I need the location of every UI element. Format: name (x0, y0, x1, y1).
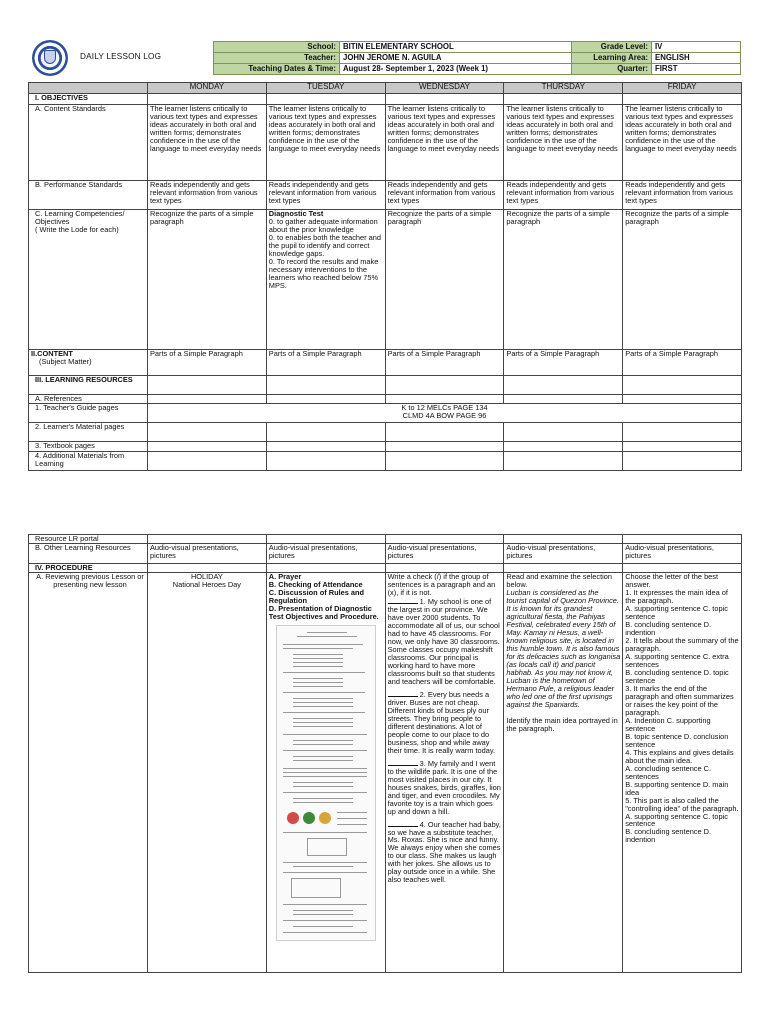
competency-friday: Recognize the parts of a simple paragraph (623, 210, 742, 350)
content-standard-monday: The learner listens critically to various text types and expresses ideas accurately in both oral and written forms; demonstrates confidence in the use of the language to meet everyday needs (148, 105, 267, 181)
quarter-value: FIRST (652, 64, 741, 75)
tuesday-step: A. Prayer (268, 572, 302, 581)
quarter-label: Quarter: (572, 64, 652, 75)
objectives-label: I. OBJECTIVES (29, 94, 148, 105)
performance-standard-friday: Reads independently and gets relevant information from various text types (623, 181, 742, 210)
resources-label: III. LEARNING RESOURCES (29, 376, 148, 395)
other-resources-friday: Audio-visual presentations, pictures (623, 543, 742, 563)
content-standards-row (29, 105, 742, 181)
other-resources-row (29, 543, 742, 563)
content-standards-label: A. Content Standards (29, 105, 148, 181)
learners-material-row (29, 423, 742, 442)
thursday-instructions: Read and examine the selection below. (506, 572, 612, 589)
competencies-label: C. Learning Competencies/ Objectives ( Write the Lode for each) (29, 210, 148, 350)
performance-standard-thursday: Reads independently and gets relevant information from various text types (504, 181, 623, 210)
learning-area-label: Learning Area: (572, 53, 652, 64)
grade-level-label: Grade Level: (572, 42, 652, 53)
review-friday: Choose the letter of the best answer. 1. It expresses the main idea of the paragraph. A. supporting sentence C. topic sentence B. concluding sentence D. indention 2. It tells about the summary of the paragraph. A. supporting sentence C. extra sentences B. concluding sentence D. topic sentence 3. It marks the end of the paragraph and often summarizes or raises the key point of the paragraph. A. Indention C. supporting sentence B. topic sentence D. conclusion sentence 4. This explains and gives details about the main idea. A. concluding sentence C. sentences B. supporting sentence D. main idea 5. This part is also called the "controlling idea" of the paragraph. A. supporting sentence C. topic sentence B. concluding sentence D. indention (623, 572, 742, 972)
dates-label: Teaching Dates & Time: (214, 64, 340, 75)
performance-standard-monday: Reads independently and gets relevant information from various text types (148, 181, 267, 210)
dates-value: August 28- September 1, 2023 (Week 1) (340, 64, 572, 75)
teachers-guide-row (29, 404, 742, 423)
teachers-guide-label: 1. Teacher's Guide pages (29, 404, 148, 423)
day-header-friday: FRIDAY (623, 83, 742, 94)
blank-header-cell (29, 83, 148, 94)
day-header-monday: MONDAY (148, 83, 267, 94)
references-row (29, 395, 742, 404)
item-number: 1. (419, 596, 426, 606)
school-value: BITIN ELEMENTARY SCHOOL (340, 42, 572, 53)
item-text: Our teacher had baby, so we have a substitute teacher, Ms. Roxas. She is nice and funny. We always enjoy when she comes to our class. She makes us laugh with her jokes. She allows us to play outside once in a while. She also teaches well. (387, 819, 501, 885)
day-header-row (29, 83, 742, 94)
textbook-label: 3. Textbook pages (29, 442, 148, 452)
content-monday: Parts of a Simple Paragraph (148, 350, 267, 376)
diagnostic-objective-item: 0. to gather adequate information about the prior knowledge (268, 216, 378, 234)
diagnostic-test-thumbnail (276, 625, 376, 941)
lucban-passage: Lucban is considered as the tourist capital of Quezon Province. It is known for its grandest agricultural fiesta, the Pahiyas Festival, celebrated every 15th of May. Kamay ni Hesus, a well-known religious site, is located in this humble town. It is also famous for its delicacies such as longanisa (as locals call it) and pancit habhab. As you may not know it, Lucban is the hometown of Hermano Pule, a religious leader who led one of the first uprisings against the Spaniards. (506, 587, 621, 709)
textbook-row (29, 442, 742, 452)
other-resources-monday: Audio-visual presentations, pictures (148, 543, 267, 563)
lesson-table-page-1 (28, 82, 742, 471)
item-number: 4. (419, 819, 426, 829)
tuesday-step: C. Discussion of Rules and Regulation (268, 587, 365, 605)
thursday-task: Identify the main idea portrayed in the paragraph. (506, 715, 618, 733)
diagnostic-objective-item: 0. to enables both the teacher and the pupil to identify and correct knowledge gaps. (268, 232, 381, 258)
review-lesson-label: A. Reviewing previous Lesson or presenting new lesson (29, 572, 148, 972)
deped-seal-icon (32, 40, 68, 76)
other-resources-tuesday: Audio-visual presentations, pictures (266, 543, 385, 563)
melc-page: K to 12 MELCs PAGE 134 (401, 403, 488, 412)
content-row (29, 350, 742, 376)
grade-level-value: IV (652, 42, 741, 53)
content-standard-tuesday: The learner listens critically to various text types and expresses ideas accurately in both oral and written forms; demonstrates confidence in the use of the language to meet everyday needs (266, 105, 385, 181)
diagnostic-objective-item: 0. To record the results and make necessary interventions to the learners who reached below 75% MPS. (268, 256, 379, 290)
item-number: 2. (419, 689, 426, 699)
objectives-row (29, 94, 742, 105)
content-wednesday: Parts of a Simple Paragraph (385, 350, 504, 376)
other-resources-thursday: Audio-visual presentations, pictures (504, 543, 623, 563)
wednesday-instructions: Write a check (/) if the group of sentences is a paragraph and an (x), if it is not. (387, 572, 496, 597)
holiday-label: HOLIDAY (190, 572, 223, 581)
lesson-table-page-2 (28, 534, 742, 973)
procedure-row (29, 563, 742, 572)
item-text: Every bus needs a driver. Buses are not cheap. Different kinds of buses ply our streets. They bring people to different destinations. A lot of people come to our place to do business, shop and while away their time. It is really warm today. (387, 689, 496, 755)
day-header-tuesday: TUESDAY (266, 83, 385, 94)
competency-monday: Recognize the parts of a simple paragraph (148, 210, 267, 350)
performance-standards-label: B. Performance Standards (29, 181, 148, 210)
other-resources-label: B. Other Learning Resources (29, 543, 148, 563)
teacher-label: Teacher: (214, 53, 340, 64)
competency-wednesday: Recognize the parts of a simple paragraph (385, 210, 504, 350)
review-tuesday (266, 572, 385, 972)
document-title: DAILY LESSON LOG (80, 52, 162, 61)
teacher-value: JOHN JEROME N. AGUILA (340, 53, 572, 64)
other-resources-wednesday: Audio-visual presentations, pictures (385, 543, 504, 563)
learning-area-value: ENGLISH (652, 53, 741, 64)
lr-portal-label: Resource LR portal (29, 535, 148, 544)
teachers-guide-value (148, 404, 742, 423)
performance-standard-tuesday: Reads independently and gets relevant information from various text types (266, 181, 385, 210)
performance-standards-row (29, 181, 742, 210)
content-label (29, 350, 148, 376)
competencies-row (29, 210, 742, 350)
content-standard-friday: The learner listens critically to various text types and expresses ideas accurately in both oral and written forms; demonstrates confidence in the use of the language to meet everyday needs (623, 105, 742, 181)
paragraph-item-4 (388, 820, 502, 885)
review-lesson-row (29, 572, 742, 972)
day-header-thursday: THURSDAY (504, 83, 623, 94)
references-label: A. References (29, 395, 148, 404)
item-text: My school is one of the largest in our province. We have over 2000 students. To accommodate all of us, our school had to have 45 classrooms. For now, we only have 30 classrooms. Some classes occupy makeshift classrooms. Our principal is working hard to have more classrooms built so that students and teachers will be comfortable. (387, 596, 500, 686)
content-standard-thursday: The learner listens critically to various text types and expresses ideas accurately in both oral and written forms; demonstrates confidence in the use of the language to meet everyday needs (504, 105, 623, 181)
review-wednesday (385, 572, 504, 972)
tuesday-step: D. Presentation of Diagnostic Test Objectives and Procedure. (268, 603, 379, 621)
holiday-name: National Heroes Day (172, 579, 241, 589)
additional-materials-label: 4. Additional Materials from Learning (29, 452, 148, 471)
item-number: 3. (419, 758, 426, 768)
review-monday (148, 572, 267, 972)
lr-portal-row (29, 535, 742, 544)
review-thursday (504, 572, 623, 972)
item-text: My family and I went to the wildlife park. It is one of the most visited places in our city. It houses snakes, birds, giraffes, lion and tiger, and even crocodiles. My favorite toy is a train which goes up and down a hill. (387, 758, 501, 816)
paragraph-item-2 (388, 690, 502, 755)
competency-tuesday (266, 210, 385, 350)
procedure-label: IV. PROCEDURE (29, 563, 148, 572)
content-thursday: Parts of a Simple Paragraph (504, 350, 623, 376)
content-subtitle: (Subject Matter) (39, 356, 92, 366)
content-title: II.CONTENT (31, 349, 73, 358)
resources-row (29, 376, 742, 395)
content-friday: Parts of a Simple Paragraph (623, 350, 742, 376)
tuesday-step: B. Checking of Attendance (268, 579, 363, 589)
day-header-wednesday: WEDNESDAY (385, 83, 504, 94)
additional-materials-row (29, 452, 742, 471)
bow-page: CLMD 4A BOW PAGE 96 (402, 410, 487, 420)
info-table (213, 41, 741, 75)
paragraph-item-3 (388, 759, 502, 816)
learners-material-label: 2. Learner's Material pages (29, 423, 148, 442)
content-standard-wednesday: The learner listens critically to various text types and expresses ideas accurately in both oral and written forms; demonstrates confidence in the use of the language to meet everyday needs (385, 105, 504, 181)
content-tuesday: Parts of a Simple Paragraph (266, 350, 385, 376)
competency-thursday: Recognize the parts of a simple paragraph (504, 210, 623, 350)
paragraph-item-1 (388, 597, 502, 686)
performance-standard-wednesday: Reads independently and gets relevant information from various text types (385, 181, 504, 210)
diagnostic-test-title: Diagnostic Test (268, 209, 324, 218)
school-label: School: (214, 42, 340, 53)
lesson-log-header (28, 41, 741, 74)
